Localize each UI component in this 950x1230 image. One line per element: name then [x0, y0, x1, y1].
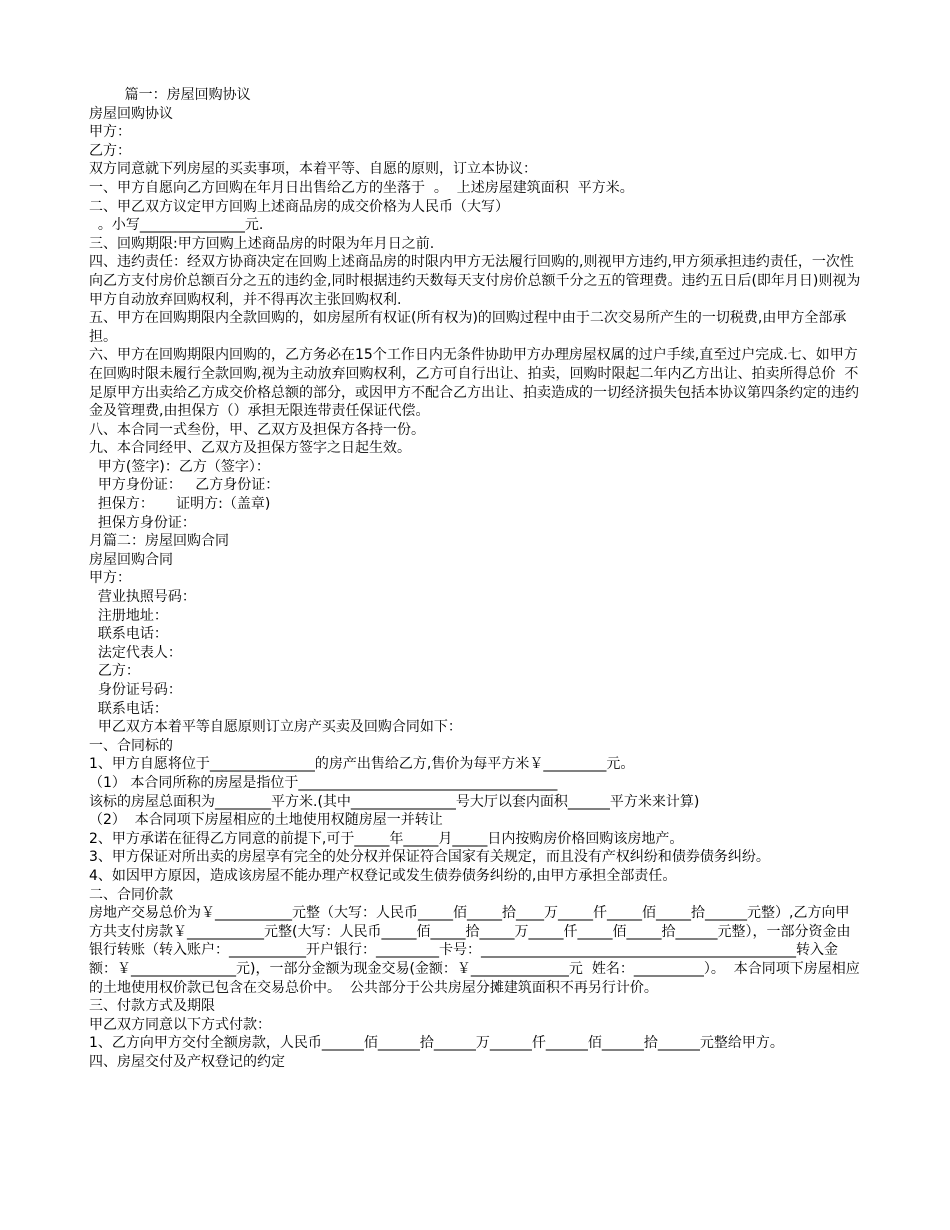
doc-line: 甲方： [89, 570, 131, 587]
doc-line: 房屋回购合同 [89, 551, 173, 568]
doc-line: 甲乙双方同意以下方式付款： [89, 1016, 271, 1033]
doc-line: 二、甲乙双方议定甲方回购上述商品房的成交价格为人民币（大写） [89, 198, 509, 215]
doc-line: 四、房屋交付及产权登记的约定 [89, 1053, 285, 1070]
doc-line: 营业执照号码： [89, 589, 196, 606]
doc-line: 担保方： 证明方:（盖章) [89, 496, 271, 513]
doc-line: 双方同意就下列房屋的买卖事项，本着平等、自愿的原则，订立本协议： [89, 161, 537, 178]
doc-line: 甲方(签字)：乙方（签字）： [89, 458, 270, 475]
doc-line: 月篇二：房屋回购合同 [89, 533, 229, 550]
doc-line: 一、合同标的 [89, 737, 173, 754]
doc-line: 六、甲方在回购期限内回购的，乙方务必在15个工作日内无条件协助甲方办理房屋权属的过户手续,直至过户完成.七、如甲方在回购时限未履行全款回购,视为主动放弃回购权利，乙方可自行出让、拍卖，回购时限起二年内乙方出让、拍卖所得总价 不足原甲方出卖给乙方成交价格总额的部分，或因甲方不配合乙方出让、拍卖造成的一切经济损失包括本协议第四条约定的违约金及管理费,由担保方（）承担无限连带责任保证代偿。 [89, 347, 859, 420]
doc-line: 1、乙方向甲方交付全额房款，人民币______佰______拾______万______仟______佰______拾______元整给甲方。 [89, 1035, 784, 1052]
doc-line: 甲乙双方本着平等自愿原则订立房产买卖及回购合同如下： [89, 719, 462, 736]
doc-line: 法定代表人： [89, 644, 182, 661]
doc-line: 1、甲方自愿将位于_______________的房产出售给乙方,售价为每平方米￥_________元。 [89, 756, 635, 773]
doc-line: 乙方： [89, 663, 140, 680]
doc-line: 联系电话： [89, 626, 168, 643]
doc-line: 八、本合同一式叁份，甲、乙双方及担保方各持一份。 [89, 421, 425, 438]
doc-line: 二、合同价款 [89, 886, 173, 903]
doc-line: 该标的房屋总面积为________平方米.(其中_______________号大厅以套内面积______平方米来计算) [89, 793, 700, 810]
doc-line: 3、甲方保证对所出卖的房屋享有完全的处分权并保证符合国家有关规定，而且没有产权纠纷和债券债务纠纷。 [89, 849, 770, 866]
doc-line: 五、甲方在回购期限内全款回购的，如房屋所有权证(所有权为)的回购过程中由于二次交易所产生的一切税费,由甲方全部承担。 [89, 310, 847, 345]
doc-line: 2、甲方承诺在征得乙方同意的前提下,可于_____年_____月_____日内按购房价格回购该房地产。 [89, 830, 684, 847]
doc-line: 担保方身份证： [89, 514, 196, 531]
doc-line: 房屋回购协议 [89, 105, 173, 122]
doc-line: 篇一：房屋回购协议 [89, 87, 251, 103]
doc-line: 4、如因甲方原因，造成该房屋不能办理产权登记或发生债券债务纠纷的,由甲方承担全部责任。 [89, 867, 677, 884]
doc-line: 三、回购期限:甲方回购上述商品房的时限为年月日之前. [89, 235, 435, 252]
doc-line: 甲方身份证： 乙方身份证： [89, 477, 280, 494]
doc-line: （2） 本合同项下房屋相应的土地使用权随房屋一并转让 [89, 812, 443, 829]
doc-line: 三、付款方式及期限 [89, 998, 215, 1015]
doc-line: 乙方： [89, 142, 131, 159]
doc-line: 注册地址： [89, 607, 168, 624]
doc-line: 甲方： [89, 124, 131, 141]
doc-line: 身份证号码： [89, 682, 182, 698]
document-page [89, 86, 861, 1071]
doc-line: 联系电话： [89, 700, 168, 717]
doc-line: 一、甲方自愿向乙方回购在年月日出售给乙方的坐落于 。 上述房屋建筑面积 平方米。 [89, 179, 634, 196]
doc-line: 九、本合同经甲、乙双方及担保方签字之日起生效。 [89, 440, 411, 457]
doc-line: （1） 本合同所称的房屋是指位于_____________________________________ [89, 774, 558, 791]
doc-line: 四、违约责任：经双方协商决定在回购上述商品房的时限内甲方无法履行回购的,则视甲方违约,甲方须承担违约责任，一次性向乙方支付房价总额百分之五的违约金,同时根据违约天数每天支付房价总额千分之五的管理费。违约五日后(即年月日)则视为甲方自动放弃回购权利，并不得再次主张回购权利. [89, 254, 861, 308]
doc-line: 房地产交易总价为￥___________元整（大写：人民币_____佰_____拾____万_____仟_____佰_____拾______元整）,乙方向甲方共支付房款￥___________元整(大写：人民币_____佰_____拾_____万_____仟_____佰_____拾______元整），一部分资金由银行转账（转入账户：___________开户银行：_________卡号：_____________________________________________转入金额：￥_______________元)，一部分金额为现金交易(金额：￥______________元 姓名：__________）。 本合同项下房屋相应的土地使用权价款已包含在交易总价中。 公共部分于公共房屋分摊建筑面积不再另行计价。 [89, 905, 860, 996]
doc-line: 。小写_______________元. [89, 217, 264, 234]
